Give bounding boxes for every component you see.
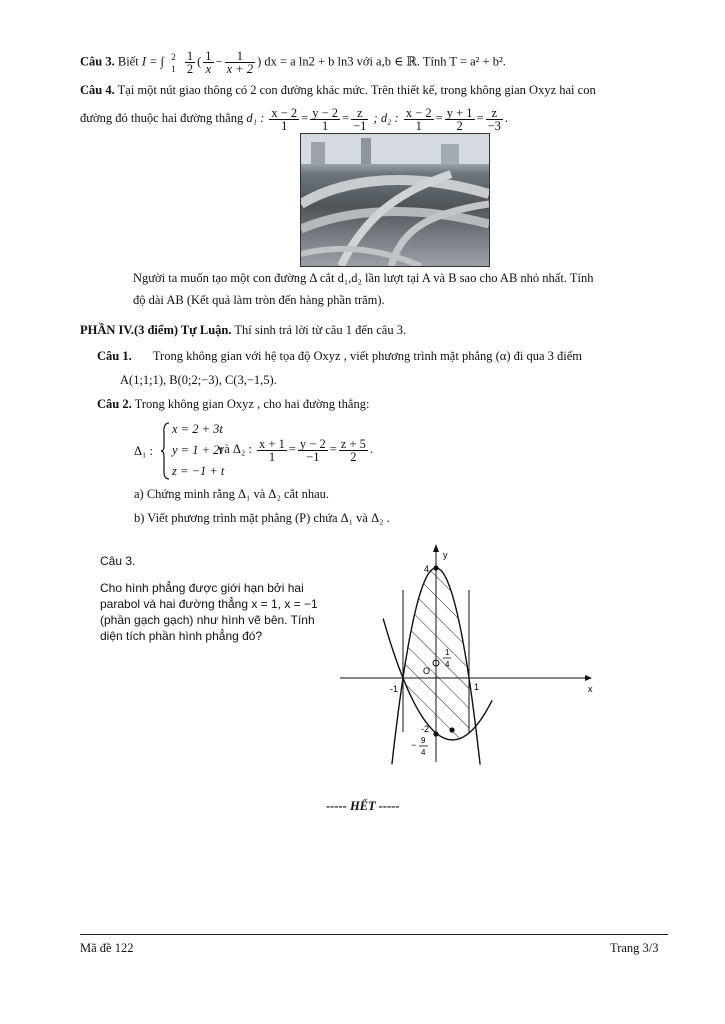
q3-frac1 — [185, 50, 195, 75]
q4-tail1: Người ta muốn tạo một con đường Δ cắt d₁,d₂ lần lượt tại A và B sao cho AB nhỏ nhất. Tính — [133, 271, 594, 285]
c2-line1 — [97, 396, 369, 412]
origin-label: O — [423, 666, 431, 676]
tick-4: 4 — [424, 564, 430, 574]
part4-instructions: Thí sinh trả lời từ câu 1 đến câu 3. — [231, 323, 407, 337]
footer-code: Mã đề 122 — [80, 941, 134, 955]
c1-line1 — [97, 348, 582, 364]
q4-d2-label: ; d₂ : — [373, 111, 399, 125]
q4-d2-f2 — [445, 107, 475, 132]
q4-d1-f1-den: 1 — [281, 118, 288, 133]
point-yneg2 — [433, 731, 438, 736]
c2-sys3: z = −1 + t — [172, 464, 225, 478]
point-y4 — [433, 565, 438, 570]
c2-f3 — [339, 438, 368, 463]
q3-frac3 — [225, 50, 255, 75]
q4-d1-f3 — [351, 107, 368, 132]
tick-1: 1 — [474, 682, 480, 692]
tick-neg94-den: 4 — [421, 748, 426, 757]
q4-d2-f2-den: 2 — [456, 118, 463, 133]
c3-label: Câu 3. — [100, 554, 136, 568]
c2-f1 — [257, 438, 287, 463]
q3-frac3-den: x + 2 — [226, 62, 254, 76]
q4-d1-label: d₁ : — [246, 111, 265, 125]
q4-d2-f2-num: y + 1 — [446, 105, 473, 120]
q3-upper: 2 — [171, 51, 176, 62]
c1-points: A(1;1;1), B(0;2;−3), C(3,−1,5). — [120, 373, 277, 387]
c3-line3: (phần gạch gạch) như hình vẽ bên. Tính — [100, 613, 315, 627]
c2-f2-num: y − 2 — [299, 436, 326, 451]
q4-d1-f1-num: x − 2 — [271, 105, 298, 120]
c1-label: Câu 1. — [97, 349, 132, 363]
c2-f2 — [298, 438, 328, 463]
q3-lower: 1 — [171, 63, 176, 74]
c1-text: Trong không gian với hệ tọa độ Oxyz , viết phương trình mặt phẳng (α) đi qua 3 điểm — [152, 349, 583, 363]
q3-bounds — [169, 51, 178, 75]
q4-label: Câu 4. — [80, 83, 115, 97]
part4-title: PHẦN IV.(3 điểm) Tự Luận. — [80, 323, 232, 337]
tick-neg1: -1 — [390, 684, 399, 694]
c2-f1-num: x + 1 — [259, 436, 285, 451]
q4-d1-f2-num: y − 2 — [312, 105, 339, 120]
q4-d2-f1 — [404, 107, 434, 132]
q3-pre: Biết — [117, 54, 139, 69]
q4-d1-f2 — [310, 107, 340, 132]
c2-part-b: b) Viết phương trình mặt phẳng (P) chứa Δ₁ và Δ₂ . — [134, 511, 390, 525]
parabola-graph — [340, 540, 600, 765]
q4-d2-f1-num: x − 2 — [405, 105, 432, 120]
c2-part-a: a) Chứng minh rằng Δ₁ và Δ₂ cắt nhau. — [134, 487, 330, 501]
tick-neg2: -2 — [421, 724, 430, 734]
c2-sys1: x = 2 + 3t — [172, 422, 223, 436]
highway-interchange-photo — [300, 133, 490, 267]
q3-label: Câu 3. — [80, 54, 115, 69]
q4-d2-f1-den: 1 — [415, 118, 422, 133]
q4-tail2: độ dài AB (Kết quả làm tròn đến hàng phần trăm). — [133, 293, 385, 307]
q3-frac2-num: 1 — [205, 49, 212, 63]
q4-d1-f3-den: −1 — [353, 118, 367, 133]
c2-delta2: và Δ₂ : $\frac{x + 1}{1}$ = $\frac{y - 2}{-1}$ = $\frac{z + 5}{2}$ . — [218, 436, 374, 464]
q3-frac1-den: 2 — [186, 62, 194, 76]
q4-d1-f1 — [269, 107, 299, 132]
c2-delta1-label: Δ₁ : — [134, 444, 153, 458]
q4-line2-pre: đường đó thuộc hai đường thẳng — [80, 111, 244, 125]
q4-text1: Tại một nút giao thông có 2 con đường khác mức. Trên thiết kế, trong không gian Oxyz hai con — [117, 83, 596, 97]
q4-d1-f3-num: z — [351, 107, 368, 120]
q4-d2-f3-den: −3 — [487, 118, 501, 133]
q4-d2-f3 — [486, 107, 503, 132]
y-axis-label: y — [443, 550, 448, 560]
c2-f3-den: 2 — [350, 449, 357, 464]
c2-brace-icon — [160, 422, 170, 480]
q4-d1-f2-den: 1 — [322, 118, 329, 133]
q3-frac2 — [203, 50, 213, 75]
q3-frac1-num: 1 — [186, 49, 194, 63]
c2-f2-den: −1 — [306, 449, 320, 464]
y-axis-arrow-icon — [433, 544, 439, 552]
footer-page: Trang 3/3 — [610, 941, 659, 955]
q4-line2: đường đó thuộc hai đường thẳng d₁ : $\frac{x - 2}{1}$ = $\frac{y - 2}{1}$ = $\frac{z}{-1}$ ; d₂ : $\frac{x - 2}{1}$ = $\frac{y + 1}{2}$ = $\frac{z}{-3}$ . — [80, 105, 509, 133]
c3-line2: parabol và hai đường thẳng x = 1, x = −1 — [100, 597, 318, 611]
point-vertex — [449, 727, 454, 732]
c2-sys2: y = 1 + 2t — [172, 443, 223, 457]
q4-line1 — [80, 82, 596, 98]
q3-frac3-num: 1 — [225, 50, 255, 63]
q3-post: dx = a ln2 + b ln3 với a,b ∈ ℝ. Tính T = a² + b². — [264, 54, 506, 69]
tick-neg94-sign: − — [411, 740, 417, 750]
q3-line: Câu 3. Biết I = ∫ 2 1 $\frac{1}{2}$ ( $\frac{1}{x}$ − $\frac{1}{x + 2}$ ) dx = a ln2 + b ln3 với a,b ∈ ℝ. Tính T = a² + b². — [80, 49, 506, 76]
c2-f1-den: 1 — [268, 449, 276, 464]
c2-and: và Δ₂ : — [218, 442, 252, 456]
x-axis-arrow-icon — [585, 675, 592, 681]
tick-quarter-den: 4 — [445, 660, 450, 669]
q3-integral: I = ∫ — [141, 54, 165, 69]
c2-label: Câu 2. — [97, 397, 132, 411]
highway-photo-art — [301, 134, 489, 266]
q4-d2-f3-num: z — [486, 107, 503, 120]
part4-heading — [80, 322, 406, 338]
c2-f3-num: z + 5 — [340, 436, 366, 451]
x-axis-label: x — [588, 684, 593, 694]
footer-rule — [80, 934, 668, 935]
end-marker: ----- HẾT ----- — [326, 799, 400, 813]
tick-neg94-num: 9 — [421, 736, 426, 745]
tick-quarter-num: 1 — [445, 648, 450, 657]
c2-text: Trong không gian Oxyz , cho hai đường thẳng: — [134, 397, 370, 411]
c3-line4: diện tích phần hình phẳng đó? — [100, 629, 263, 643]
c3-line1: Cho hình phẳng được giới hạn bởi hai — [100, 581, 304, 595]
q3-frac2-den: x — [205, 62, 212, 76]
